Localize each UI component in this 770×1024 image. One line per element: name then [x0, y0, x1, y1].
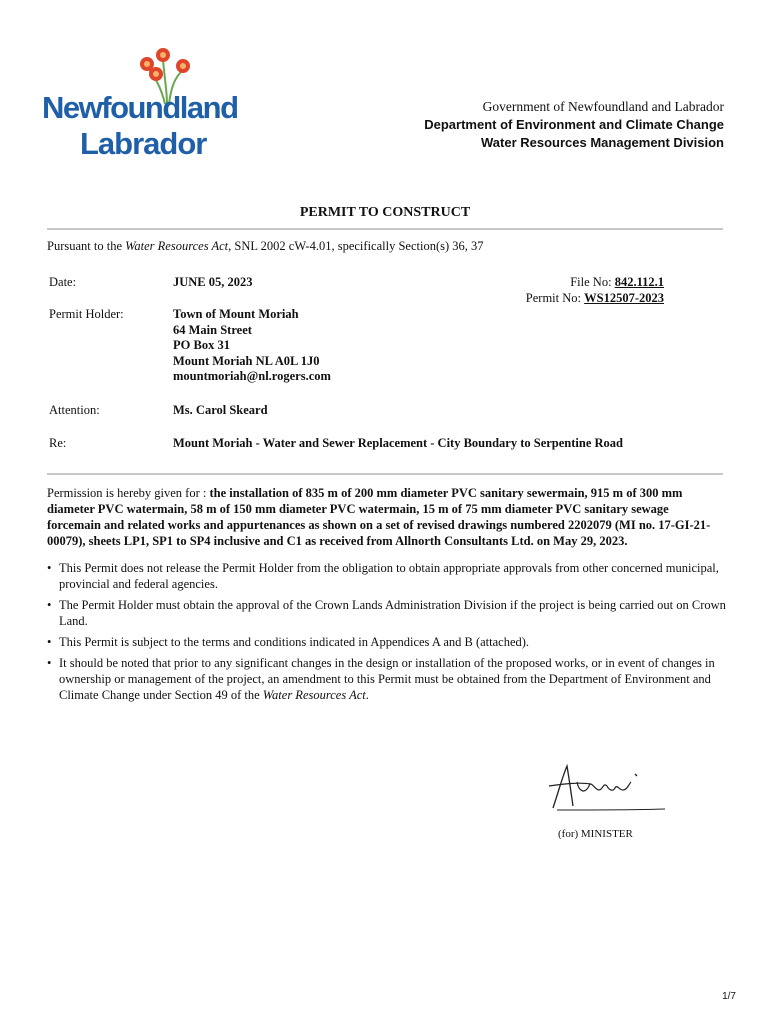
divider [47, 228, 723, 230]
logo [40, 42, 255, 167]
department-header [424, 98, 724, 152]
re-value: Mount Moriah - Water and Sewer Replacement - City Boundary to Serpentine Road [173, 436, 623, 450]
date-label: Date: [49, 275, 77, 289]
list-item: • It should be noted that prior to any significant changes in the design or installation of the proposed works, or in event of changes in ownership or management of the project, an amendment to this Permit must be obtained from the Department of Environment and Climate Change under Section 49 of the Water Resources Act. [47, 656, 715, 702]
permission-paragraph: Permission is hereby given for : the installation of 835 m of 200 mm diameter PVC sanitary sewermain, 915 m of 300 mm diameter PVC watermain, 58 m of 150 mm diameter PVC watermain, 15 m of 75 mm diameter PVC sanitary sewage forcemain and related works and appurtenances as shown on a set of revised drawings numbered 2202079 (MI no. 17-GI-21-00079), sheets LP1, SP1 to SP4 inclusive and C1 as received from Allnorth Consultants Ltd. on May 29, 2023. [47, 486, 711, 548]
file-number: 842.112.1 [614, 275, 664, 289]
holder-address: Town of Mount Moriah 64 Main Street PO Box 31 Mount Moriah NL A0L 1J0 mountmoriah@nl.rogers.com [173, 307, 331, 383]
attention-value: Ms. Carol Skeard [173, 403, 268, 417]
conditions-list [47, 560, 727, 708]
divider [47, 473, 723, 475]
list-item: • This Permit does not release the Permit Holder from the obligation to obtain appropriate approvals from other concerned municipal, provincial and federal agencies. [47, 561, 719, 591]
logo-labrador: Labrador [80, 126, 207, 161]
page-number: 1/7 [722, 991, 736, 1002]
government-name: Government of Newfoundland and Labrador [482, 99, 724, 114]
document-title: PERMIT TO CONSTRUCT [299, 205, 471, 220]
permission-scope: the installation of 835 m of 200 mm diameter PVC sanitary sewermain, 915 m of 300 mm diameter PVC watermain, 58 m of 150 mm diameter PVC watermain, 15 m of 75 mm diameter PVC sanitary sewage forcemain and related works and appurtenances as shown on a set of revised drawings numbered 2202079 (MI no. 17-GI-21-00079), sheets LP1, SP1 to SP4 inclusive and C1 as received from Allnorth Consultants Ltd. on May 29, 2023. [47, 486, 711, 548]
department-name: Department of Environment and Climate Change [424, 117, 724, 132]
logo-newfoundland: Newfoundland [42, 90, 238, 125]
act-name: Water Resources Act [125, 239, 229, 253]
signature [545, 760, 670, 815]
attention-label: Attention: [49, 403, 100, 417]
date-value: JUNE 05, 2023 [173, 275, 253, 289]
holder-label: Permit Holder: [49, 307, 124, 321]
re-label: Re: [49, 436, 67, 450]
permit-number: WS12507-2023 [584, 290, 664, 305]
signature-caption: (for) MINISTER [558, 828, 633, 840]
file-info: File No: 842.112.1 Permit No: WS12507-2023 [525, 275, 664, 305]
holder-email: mountmoriah@nl.rogers.com [173, 369, 331, 383]
list-item: • The Permit Holder must obtain the approval of the Crown Lands Administration Division if the project is being carried out on Crown Land. [47, 598, 726, 628]
division-name: Water Resources Management Division [481, 135, 724, 150]
pursuant-line: Pursuant to the Water Resources Act, SNL 2002 cW-4.01, specifically Section(s) 36, 37 [47, 239, 484, 253]
list-item: • This Permit is subject to the terms and conditions indicated in Appendices A and B (attached). [47, 635, 530, 649]
